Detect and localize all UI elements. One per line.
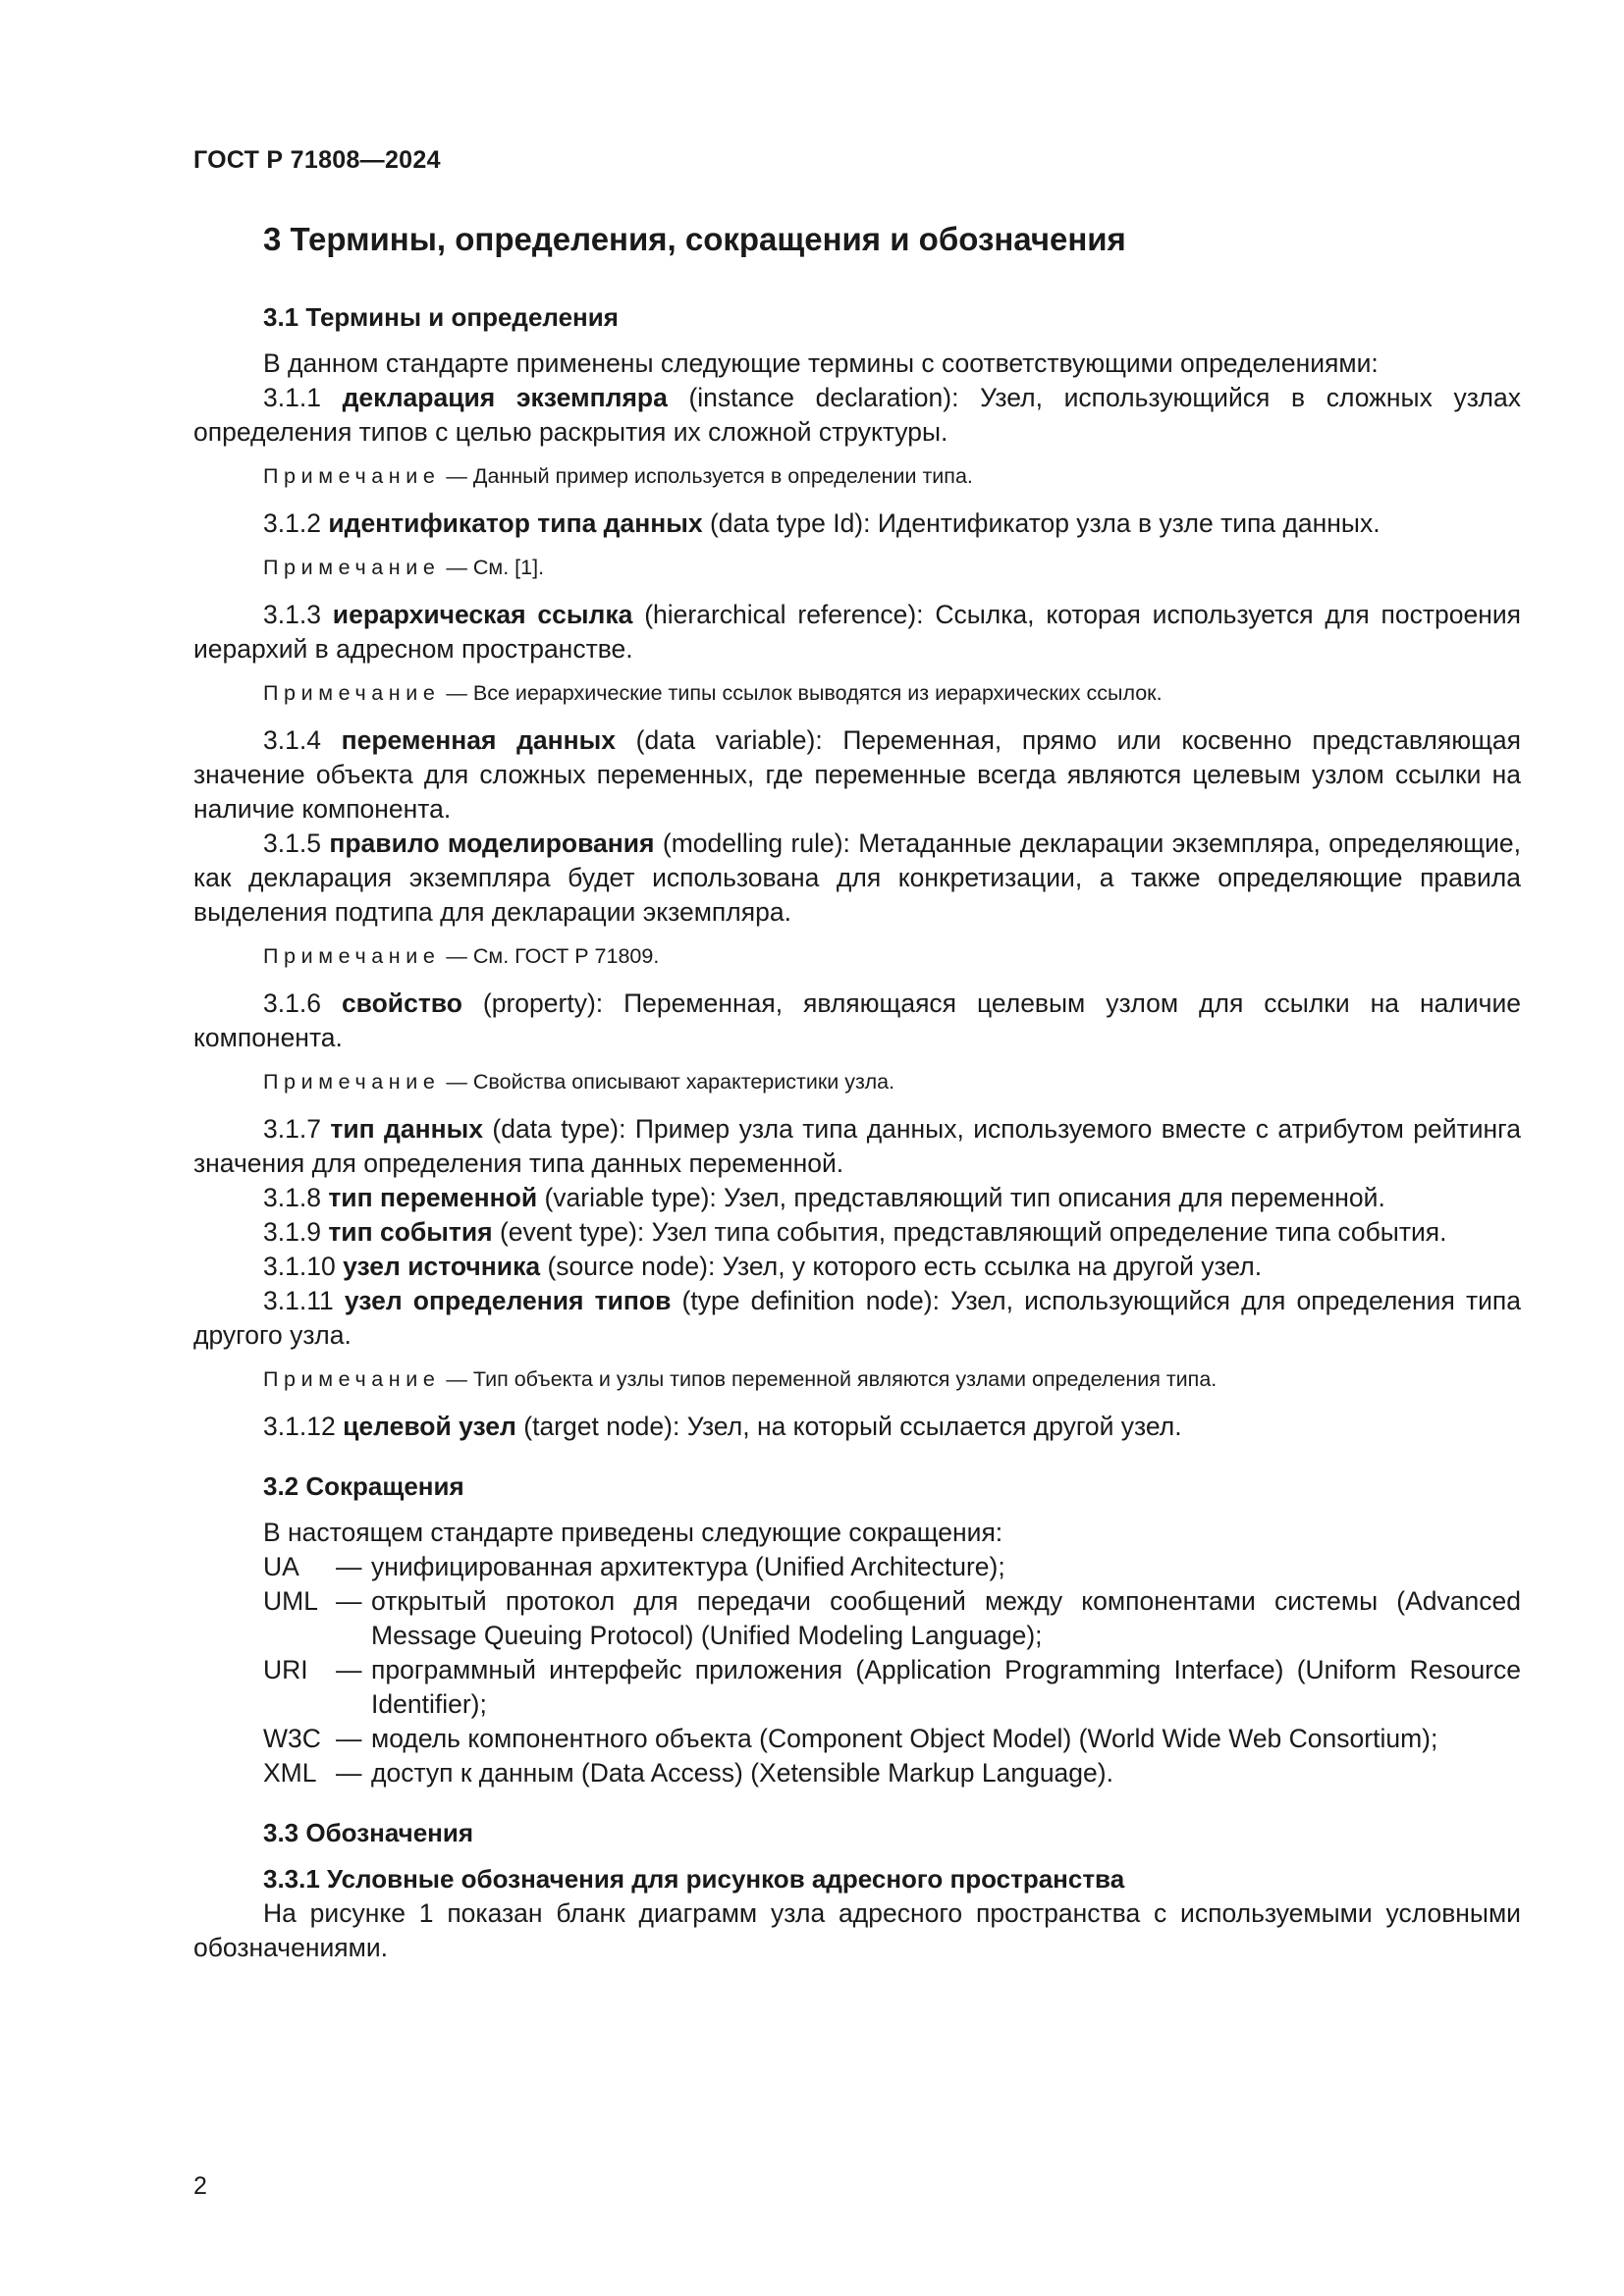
- term-entry: [193, 827, 1521, 930]
- term-definition: (source node): Узел, у которого есть ссылка на другой узел.: [540, 1252, 1263, 1281]
- note-dash: —: [440, 556, 473, 579]
- note-label: Примечание: [263, 944, 441, 968]
- term-name: целевой узел: [343, 1412, 516, 1441]
- term-entry: [193, 1250, 1521, 1284]
- term-definition: (modelling rule): Метаданные декларации экземпляра, определяющие, как декларация экземпляра будет использована для конкретизации, а также определяющие правила выделения подтипа для декларации экземпляра.: [193, 828, 1521, 927]
- term-definition: (instance declaration): Узел, использующийся в сложных узлах определения типов с целью раскрытия их сложной структуры.: [193, 383, 1521, 447]
- abbreviation-dash: —: [336, 1586, 362, 1616]
- section-title: 3 Термины, определения, сокращения и обозначения: [263, 221, 1126, 257]
- term-note: [263, 1067, 1521, 1096]
- page-number: 2: [193, 2172, 207, 2200]
- term-number: 3.1.2: [263, 508, 321, 538]
- abbreviation-definition: программный интерфейс приложения (Application Programming Interface) (Uniform Resource Identifier);: [371, 1655, 1521, 1719]
- abbreviation-dash: —: [336, 1552, 362, 1581]
- abbreviation-definition: открытый протокол для передачи сообщений между компонентами системы (Advanced Message Queuing Protocol) (Unified Modeling Language);: [371, 1586, 1521, 1650]
- term-entry: [193, 1284, 1521, 1353]
- term-number: 3.1.10: [263, 1252, 336, 1281]
- term-name: узел источника: [343, 1252, 541, 1281]
- abbreviation-dash: —: [336, 1758, 362, 1788]
- note-text: Тип объекта и узлы типов переменной являются узлами определения типа.: [472, 1367, 1218, 1391]
- term-name: тип события: [328, 1217, 493, 1247]
- abbreviation-code: URI: [263, 1655, 308, 1684]
- term-number: 3.1.8: [263, 1183, 321, 1212]
- abbreviation-definition: модель компонентного объекта (Component Object Model) (World Wide Web Consortium);: [371, 1724, 1438, 1753]
- term-entry: [193, 987, 1521, 1055]
- term-name: декларация экземпляра: [342, 383, 668, 412]
- abbreviations-list: [263, 1550, 1521, 1790]
- abbreviation-code: UA: [263, 1552, 299, 1581]
- term-name: иерархическая ссылка: [332, 600, 633, 629]
- term-definition: (target node): Узел, на который ссылается другой узел.: [515, 1412, 1182, 1441]
- note-text: Данный пример используется в определении типа.: [472, 464, 973, 488]
- abbreviation-definition: унифицированная архитектура (Unified Architecture);: [371, 1552, 1005, 1581]
- abbreviation-code: W3C: [263, 1724, 321, 1753]
- term-definition: (variable type): Узел, представляющий тип описания для переменной.: [537, 1183, 1385, 1212]
- document-header: ГОСТ Р 71808—2024: [193, 146, 441, 174]
- term-note: [263, 1364, 1521, 1394]
- term-name: правило моделирования: [329, 828, 655, 858]
- designations-subsection-title: 3.3 Обозначения: [263, 1818, 474, 1847]
- note-text: См. [1].: [472, 556, 545, 579]
- term-name: узел определения типов: [344, 1286, 672, 1315]
- designations-subsubsection-title: 3.3.1 Условные обозначения для рисунков адресного пространства: [263, 1864, 1125, 1894]
- term-note: [263, 553, 1521, 582]
- term-number: 3.1.11: [263, 1286, 334, 1315]
- term-number: 3.1.9: [263, 1217, 321, 1247]
- abbreviation-row: [263, 1653, 1521, 1722]
- note-text: Все иерархические типы ссылок выводятся из иерархических ссылок.: [472, 681, 1163, 705]
- abbreviation-dash: —: [336, 1655, 362, 1684]
- term-entry: [193, 1112, 1521, 1181]
- terms-subsection-title: 3.1 Термины и определения: [263, 302, 619, 332]
- term-definition: (property): Переменная, являющаяся целевым узлом для ссылки на наличие компонента.: [193, 988, 1521, 1052]
- abbreviation-row: [263, 1756, 1521, 1790]
- page-content: [193, 220, 1521, 1965]
- note-dash: —: [440, 464, 473, 488]
- term-definition: (data type): Пример узла типа данных, используемого вместе с атрибутом рейтинга значения для определения типа данных переменной.: [193, 1114, 1521, 1178]
- term-number: 3.1.7: [263, 1114, 321, 1144]
- abbreviation-code: UML: [263, 1586, 318, 1616]
- abbreviation-row: [263, 1550, 1521, 1584]
- note-label: Примечание: [263, 681, 441, 705]
- term-definition: (event type): Узел типа события, представляющий определение типа события.: [492, 1217, 1447, 1247]
- term-definition: (data type Id): Идентификатор узла в узле типа данных.: [702, 508, 1380, 538]
- note-label: Примечание: [263, 556, 441, 579]
- note-dash: —: [440, 1070, 473, 1094]
- note-text: См. ГОСТ Р 71809.: [472, 944, 660, 968]
- term-name: идентификатор типа данных: [328, 508, 703, 538]
- term-entry: [193, 1215, 1521, 1250]
- term-name: тип данных: [330, 1114, 483, 1144]
- term-definition: (hierarchical reference): Ссылка, которая используется для построения иерархий в адресном пространстве.: [193, 600, 1521, 664]
- term-number: 3.1.4: [263, 725, 321, 755]
- note-dash: —: [440, 1367, 473, 1391]
- terms-intro: В данном стандарте применены следующие термины с соответствующими определениями:: [263, 348, 1379, 378]
- abbreviation-definition: доступ к данным (Data Access) (Xetensible Markup Language).: [371, 1758, 1113, 1788]
- note-label: Примечание: [263, 1070, 441, 1094]
- abbreviation-row: [263, 1584, 1521, 1653]
- note-label: Примечание: [263, 464, 441, 488]
- term-note: [263, 941, 1521, 971]
- term-note: [263, 461, 1521, 491]
- term-number: 3.1.6: [263, 988, 321, 1018]
- term-number: 3.1.5: [263, 828, 321, 858]
- term-number: 3.1.1: [263, 383, 321, 412]
- term-entry: [193, 723, 1521, 827]
- abbreviation-dash: —: [336, 1724, 362, 1753]
- term-entry: [193, 598, 1521, 667]
- term-entry: [193, 507, 1521, 541]
- term-name: тип переменной: [328, 1183, 538, 1212]
- note-label: Примечание: [263, 1367, 441, 1391]
- abbreviations-intro: В настоящем стандарте приведены следующие сокращения:: [263, 1518, 1003, 1547]
- note-dash: —: [440, 681, 473, 705]
- term-entry: [193, 1181, 1521, 1215]
- abbreviations-subsection-title: 3.2 Сокращения: [263, 1471, 464, 1501]
- term-name: переменная данных: [341, 725, 617, 755]
- abbreviation-row: [263, 1722, 1521, 1756]
- term-note: [263, 678, 1521, 708]
- term-number: 3.1.3: [263, 600, 321, 629]
- term-entry: [193, 381, 1521, 450]
- term-definition: (type definition node): Узел, использующийся для определения типа другого узла.: [193, 1286, 1521, 1350]
- note-dash: —: [440, 944, 473, 968]
- note-text: Свойства описывают характеристики узла.: [472, 1070, 895, 1094]
- designations-text: На рисунке 1 показан бланк диаграмм узла адресного пространства с используемыми условными обозначениями.: [193, 1898, 1521, 1962]
- term-definition: (data variable): Переменная, прямо или косвенно представляющая значение объекта для сложных переменных, где переменные всегда являются целевым узлом ссылки на наличие компонента.: [193, 725, 1521, 824]
- term-name: свойство: [341, 988, 462, 1018]
- abbreviation-code: XML: [263, 1758, 317, 1788]
- term-entry: [193, 1410, 1521, 1444]
- term-number: 3.1.12: [263, 1412, 336, 1441]
- terms-list: [193, 381, 1521, 1444]
